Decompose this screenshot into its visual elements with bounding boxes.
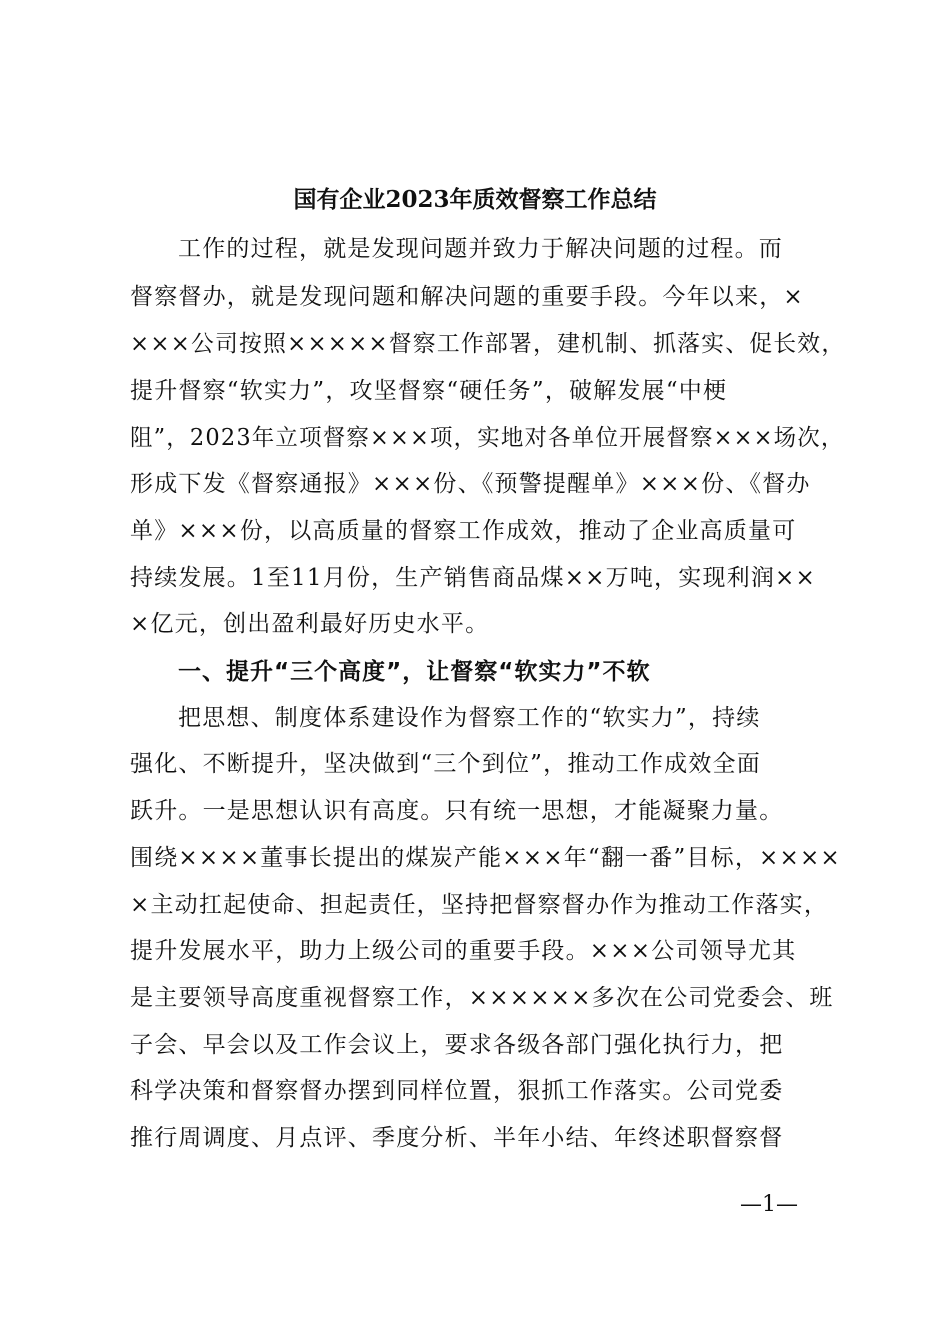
paragraph-line: 强化、不断提升，坚决做到“三个到位”，推动工作成效全面 <box>130 751 761 777</box>
paragraph-line: 提升发展水平，助力上级公司的重要手段。×××公司领导尤其 <box>130 938 797 964</box>
paragraph-line: 提升督察“软实力”，攻坚督察“硬任务”，破解发展“中梗 <box>130 378 728 404</box>
paragraph-line: 工作的过程，就是发现问题并致力于解决问题的过程。而 <box>178 236 783 262</box>
paragraph-line: 单》×××份，以高质量的督察工作成效，推动了企业高质量可 <box>130 518 797 544</box>
section-heading: 一、提升“三个高度”，让督察“软实力”不软 <box>178 659 651 685</box>
paragraph-line: 是主要领导高度重视督察工作，××××××多次在公司党委会、班 <box>130 985 834 1011</box>
paragraph-line: 科学决策和督察督办摆到同样位置，狠抓工作落实。公司党委 <box>130 1078 784 1104</box>
page-number: —1— <box>740 1192 798 1217</box>
paragraph-line: 子会、早会以及工作会议上，要求各级各部门强化执行力，把 <box>130 1032 784 1058</box>
paragraph-line: 跃升。一是思想认识有高度。只有统一思想，才能凝聚力量。 <box>130 798 784 824</box>
paragraph-line: ×主动扛起使命、担起责任，坚持把督察督办作为推动工作落实， <box>130 892 829 918</box>
paragraph-line: 督察督办，就是发现问题和解决问题的重要手段。今年以来，× <box>130 284 804 310</box>
paragraph-line: ×××公司按照×××××督察工作部署，建机制、抓落实、促长效， <box>130 331 846 357</box>
paragraph-line: 阻”，2023年立项督察×××项，实地对各单位开展督察×××场次， <box>130 425 845 451</box>
paragraph-line: ×亿元，创出盈利最好历史水平。 <box>130 611 490 637</box>
paragraph-line: 推行周调度、月点评、季度分析、半年小结、年终述职督察督 <box>130 1125 784 1151</box>
document-title: 国有企业2023年质效督察工作总结 <box>293 186 657 213</box>
paragraph-line: 围绕××××董事长提出的煤炭产能×××年“翻一番”目标，×××× <box>130 845 841 871</box>
paragraph-line: 形成下发《督察通报》×××份、《预警提醒单》×××份、《督办 <box>130 471 811 497</box>
paragraph-line: 把思想、制度体系建设作为督察工作的“软实力”，持续 <box>178 705 761 731</box>
paragraph-line: 持续发展。1至11月份，生产销售商品煤××万吨，实现利润×× <box>130 565 816 591</box>
